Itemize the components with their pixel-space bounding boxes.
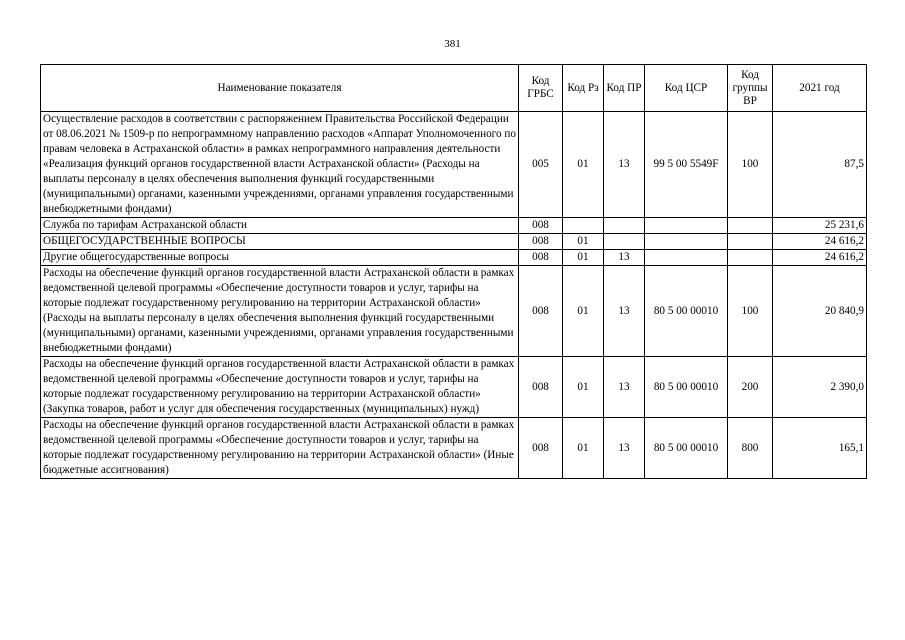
row-amount: 25 231,6 — [773, 218, 867, 234]
header-pr: Код ПР — [604, 65, 645, 112]
row-vr: 800 — [728, 418, 773, 479]
row-grbs: 008 — [519, 250, 563, 266]
row-grbs: 005 — [519, 112, 563, 218]
row-amount: 24 616,2 — [773, 250, 867, 266]
row-grbs: 008 — [519, 266, 563, 357]
header-grbs: Код ГРБС — [519, 65, 563, 112]
row-rz — [563, 218, 604, 234]
budget-table — [40, 64, 867, 479]
row-csr — [645, 218, 728, 234]
row-name: Расходы на обеспечение функций органов государственной власти Астраханской области в рамках ведомственной целевой программы «Обеспечение доступности товаров и услуг, тарифы на которые подлежат государственному регулированию на территории Астраханской области» (Расходы на выплаты персоналу в целях обеспечения выполнения функций государственными (муниципальными) органами, казенными учреждениями, органами управления государственными внебюджетными фондами) — [41, 266, 519, 357]
row-amount: 20 840,9 — [773, 266, 867, 357]
row-vr — [728, 218, 773, 234]
table-row — [41, 218, 867, 234]
row-vr — [728, 234, 773, 250]
row-rz: 01 — [563, 357, 604, 418]
row-vr: 100 — [728, 266, 773, 357]
row-name: Осуществление расходов в соответствии с распоряжением Правительства Российской Федерации от 08.06.2021 № 1509-р по непрограммному направлению расходов «Аппарат Уполномоченного по правам человека в Астраханской области» в рамках непрограммного направления деятельности «Реализация функций органов государственной власти Астраханской области» (Расходы на выплаты персоналу в целях обеспечения выполнения функций государственными (муниципальными) органами, казенными учреждениями, органами управления государственными внебюджетными фондами) — [41, 112, 519, 218]
row-csr: 80 5 00 00010 — [645, 418, 728, 479]
row-csr — [645, 234, 728, 250]
header-name: Наименование показателя — [41, 65, 519, 112]
row-name: Расходы на обеспечение функций органов государственной власти Астраханской области в рамках ведомственной целевой программы «Обеспечение доступности товаров и услуг, тарифы на которые подлежат государственному регулированию на территории Астраханской области» (Иные бюджетные ассигнования) — [41, 418, 519, 479]
row-rz: 01 — [563, 234, 604, 250]
row-pr: 13 — [604, 357, 645, 418]
row-grbs: 008 — [519, 218, 563, 234]
row-pr — [604, 234, 645, 250]
row-vr: 100 — [728, 112, 773, 218]
row-csr: 80 5 00 00010 — [645, 266, 728, 357]
row-vr — [728, 250, 773, 266]
header-csr: Код ЦСР — [645, 65, 728, 112]
row-pr: 13 — [604, 112, 645, 218]
table-row — [41, 112, 867, 218]
row-pr: 13 — [604, 266, 645, 357]
row-amount: 24 616,2 — [773, 234, 867, 250]
row-vr: 200 — [728, 357, 773, 418]
row-name: Служба по тарифам Астраханской области — [41, 218, 519, 234]
row-amount: 165,1 — [773, 418, 867, 479]
row-grbs: 008 — [519, 234, 563, 250]
row-name: ОБЩЕГОСУДАРСТВЕННЫЕ ВОПРОСЫ — [41, 234, 519, 250]
row-grbs: 008 — [519, 418, 563, 479]
row-rz: 01 — [563, 266, 604, 357]
row-amount: 2 390,0 — [773, 357, 867, 418]
row-csr: 80 5 00 00010 — [645, 357, 728, 418]
table-row — [41, 418, 867, 479]
row-csr — [645, 250, 728, 266]
row-grbs: 008 — [519, 357, 563, 418]
row-rz: 01 — [563, 250, 604, 266]
row-pr: 13 — [604, 250, 645, 266]
header-year: 2021 год — [773, 65, 867, 112]
header-vr: Код группы ВР — [728, 65, 773, 112]
row-pr: 13 — [604, 418, 645, 479]
row-amount: 87,5 — [773, 112, 867, 218]
row-name: Расходы на обеспечение функций органов государственной власти Астраханской области в рамках ведомственной целевой программы «Обеспечение доступности товаров и услуг, тарифы на которые подлежат государственному регулированию на территории Астраханской области» (Закупка товаров, работ и услуг для обеспечения государственных (муниципальных) нужд) — [41, 357, 519, 418]
table-row — [41, 250, 867, 266]
table-row — [41, 266, 867, 357]
table-row — [41, 357, 867, 418]
table-row — [41, 234, 867, 250]
row-rz: 01 — [563, 112, 604, 218]
row-rz: 01 — [563, 418, 604, 479]
row-pr — [604, 218, 645, 234]
page-number: 381 — [444, 38, 461, 50]
row-csr: 99 5 00 5549F — [645, 112, 728, 218]
header-rz: Код Рз — [563, 65, 604, 112]
row-name: Другие общегосударственные вопросы — [41, 250, 519, 266]
table-header-row — [41, 65, 867, 112]
